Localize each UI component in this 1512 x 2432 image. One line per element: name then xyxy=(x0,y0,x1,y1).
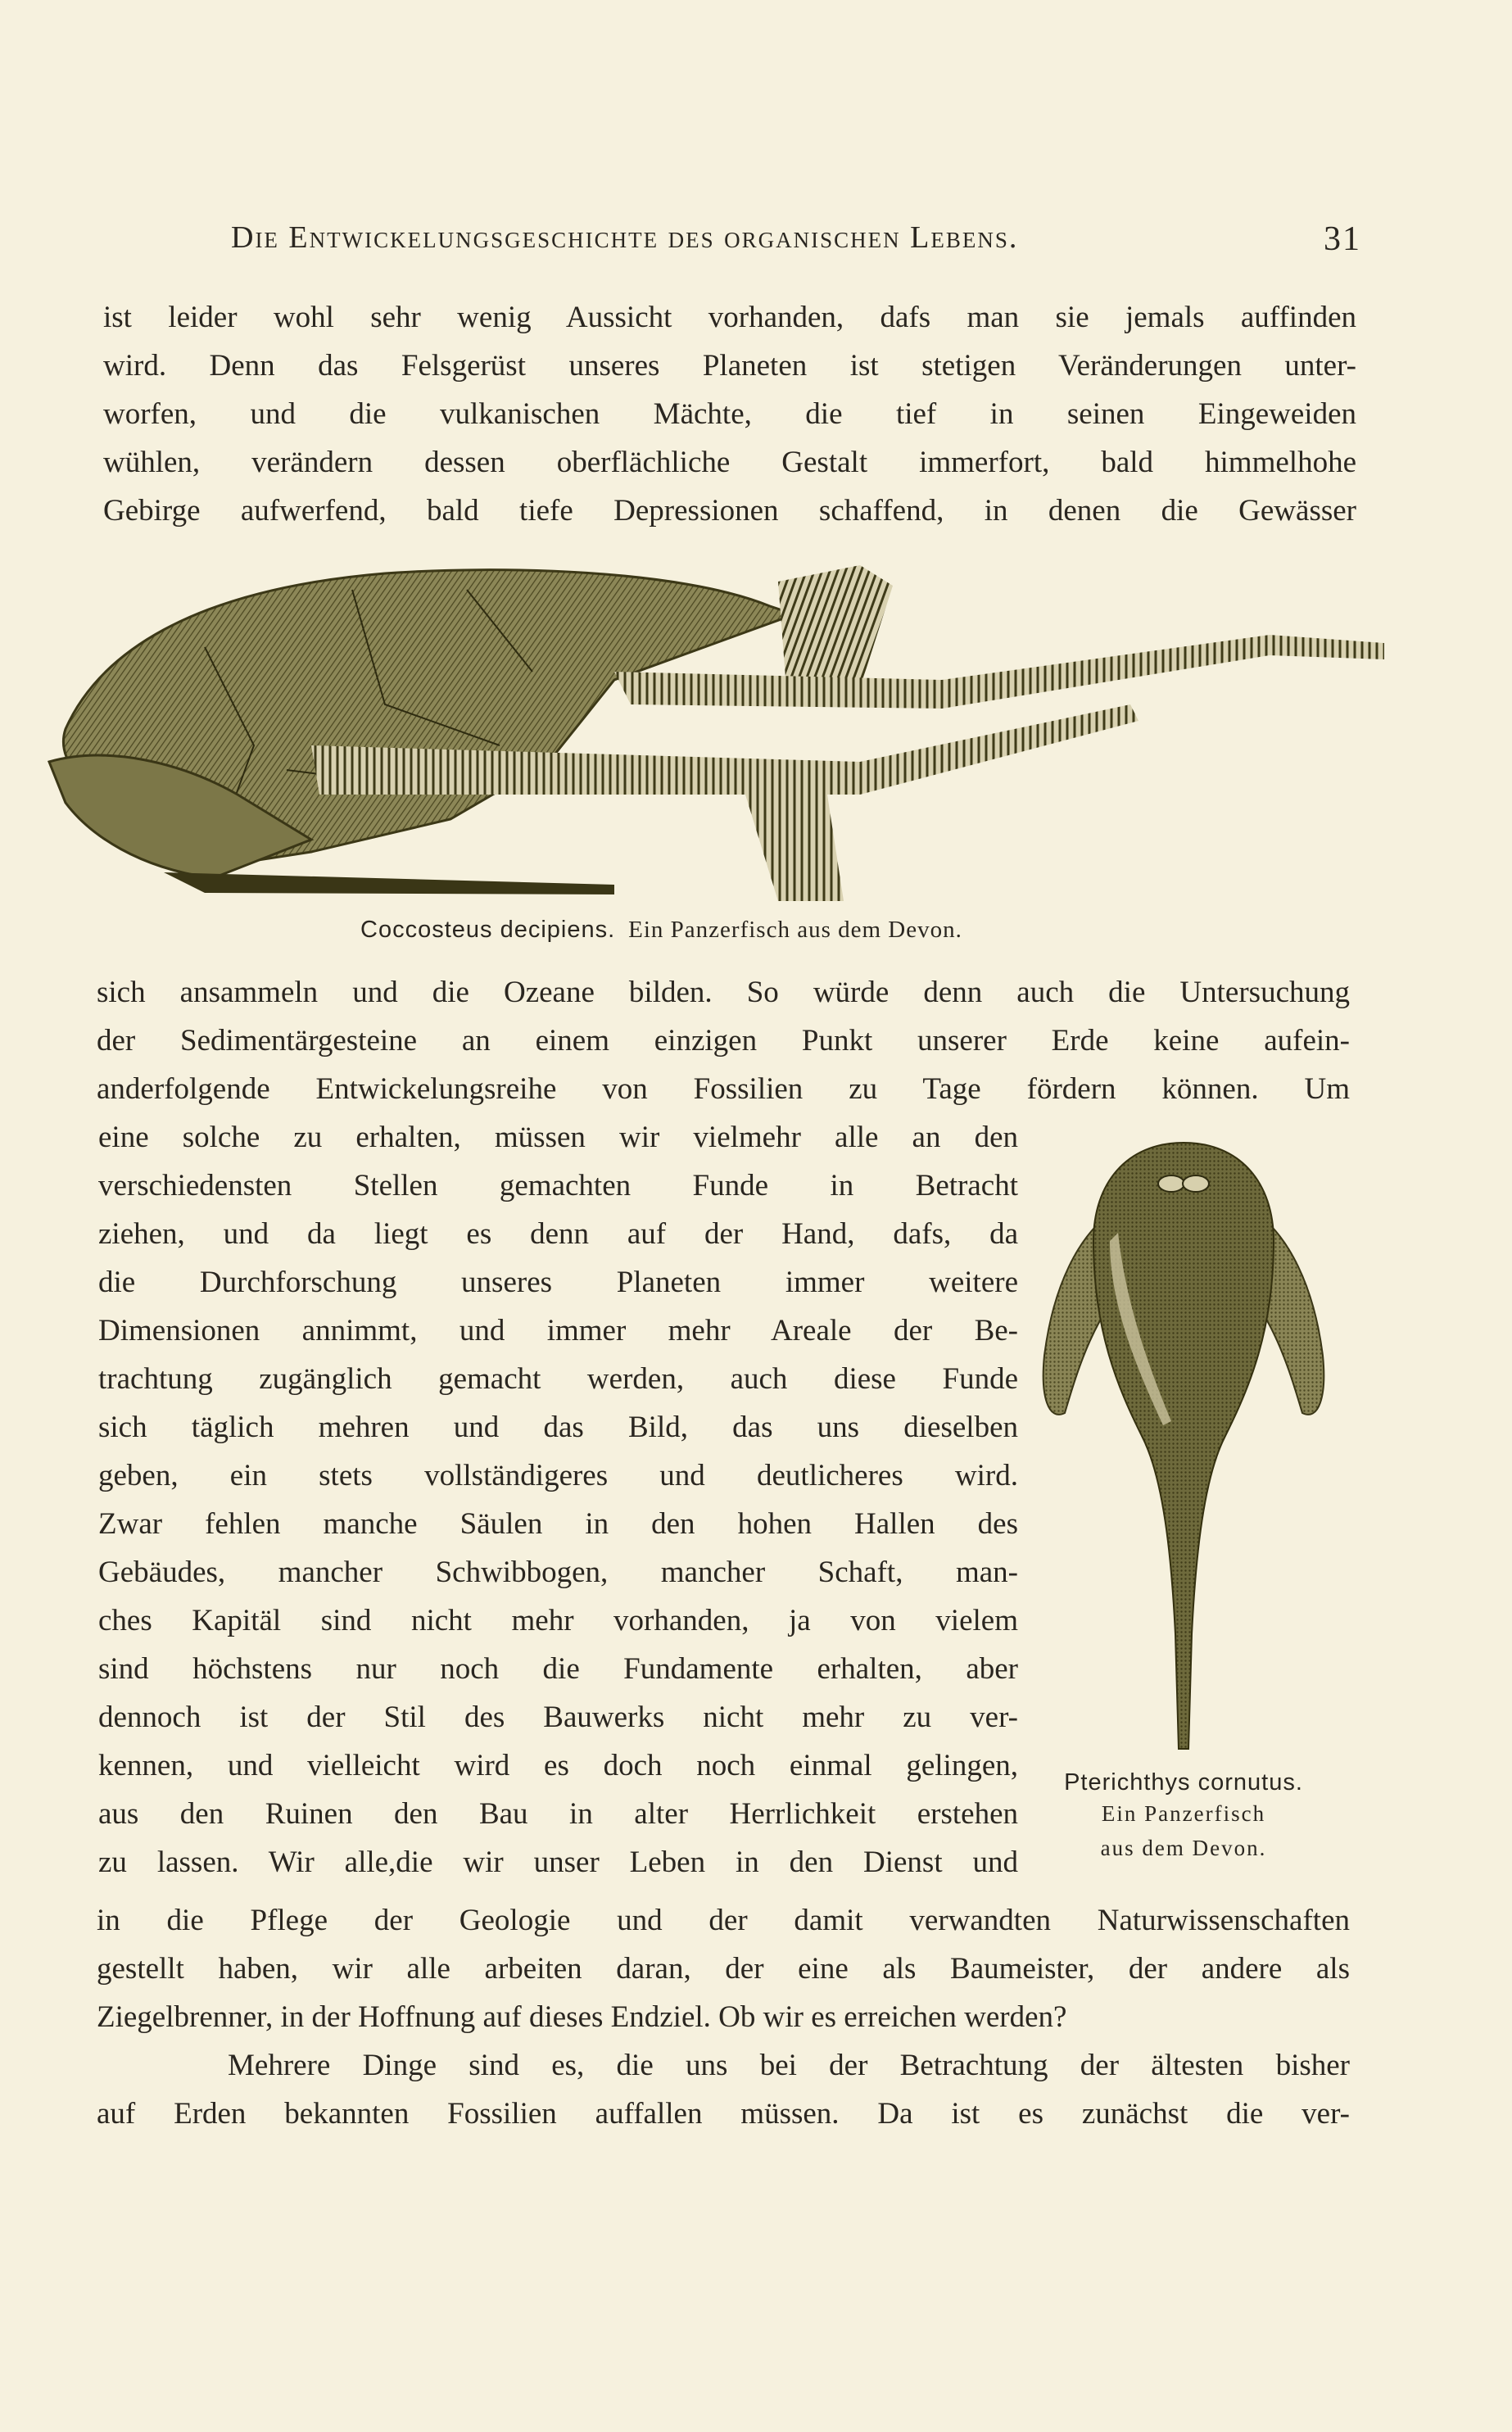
text-line: Ziegelbrenner, in der Hoffnung auf dieses Endziel. Ob wir es erreichen werden? xyxy=(97,2000,1067,2034)
paragraph-last xyxy=(97,2041,1350,2138)
text-line: sich ansammeln und die Ozeane bilden. So würde denn auch die Untersuchung xyxy=(97,976,1350,1009)
text-line: kennen, und vielleicht wird es doch noch einmal gelingen, xyxy=(98,1749,1018,1782)
paragraph-middle xyxy=(97,968,1350,1113)
text-line: dennoch ist der Stil des Bauwerks nicht mehr zu ver- xyxy=(98,1701,1018,1734)
header-title: Die Entwickelungsgeschichte des organischen Lebens. xyxy=(231,220,1019,255)
paragraph-bottom xyxy=(97,1896,1350,2041)
text-line: zu lassen. Wir alle,die wir unser Leben in den Dienst und xyxy=(98,1846,1018,1879)
text-line: Mehrere Dinge sind es, die uns bei der Betrachtung der ältesten bisher xyxy=(228,2049,1350,2082)
figure-caption-pterichthys xyxy=(1028,1769,1339,1865)
text-line: anderfolgende Entwickelungsreihe von Fossilien zu Tage fördern können. Um xyxy=(97,1072,1350,1106)
text-line: worfen, und die vulkanischen Mächte, die tief in seinen Eingeweiden xyxy=(103,397,1356,431)
text-line: ziehen, und da liegt es denn auf der Hand, dafs, da xyxy=(98,1217,1018,1251)
text-line: in die Pflege der Geologie und der damit verwandten Naturwissenschaften xyxy=(97,1904,1350,1937)
text-line: eine solche zu erhalten, müssen wir vielmehr alle an den xyxy=(98,1121,1018,1154)
text-line: ist leider wohl sehr wenig Aussicht vorhanden, dafs man sie jemals auffinden xyxy=(103,301,1356,334)
coccosteus-illustration xyxy=(41,557,1401,917)
caption-description: Ein Panzerfisch aus dem Devon. xyxy=(628,917,962,943)
text-line: sind höchstens nur noch die Fundamente erhalten, aber xyxy=(98,1652,1018,1686)
text-line: Zwar fehlen manche Säulen in den hohen Hallen des xyxy=(98,1507,1018,1541)
running-header xyxy=(231,220,1361,269)
text-line: ches Kapitäl sind nicht mehr vorhanden, ja von vielem xyxy=(98,1604,1018,1637)
text-line: die Durchforschung unseres Planeten immer weitere xyxy=(98,1266,1018,1299)
paragraph-narrow xyxy=(98,1113,1018,1886)
text-line: der Sedimentärgesteine an einem einzigen Punkt unserer Erde keine aufein- xyxy=(97,1024,1350,1057)
caption-description: Ein Panzerfisch xyxy=(1101,1801,1266,1826)
page-number: 31 xyxy=(1324,220,1361,258)
text-line: trachtung zugänglich gemacht werden, auch diese Funde xyxy=(98,1362,1018,1396)
caption-description: aus dem Devon. xyxy=(1100,1836,1267,1860)
pterichthys-illustration xyxy=(1028,1126,1339,1782)
text-line: Dimensionen annimmt, und immer mehr Areale der Be- xyxy=(98,1314,1018,1347)
text-line: sich täglich mehren und das Bild, das uns dieselben xyxy=(98,1411,1018,1444)
text-line: wühlen, verändern dessen oberflächliche Gestalt immerfort, bald himmelhohe xyxy=(103,446,1356,479)
text-line: aus den Ruinen den Bau in alter Herrlichkeit erstehen xyxy=(98,1797,1018,1831)
figure-caption-coccosteus xyxy=(360,916,1114,944)
text-line: Gebirge aufwerfend, bald tiefe Depressionen schaffend, in denen die Gewässer xyxy=(103,494,1356,528)
paragraph-top xyxy=(103,293,1356,535)
text-line: geben, ein stets vollständigeres und deutlicheres wird. xyxy=(98,1459,1018,1492)
text-line: verschiedensten Stellen gemachten Funde in Betracht xyxy=(98,1169,1018,1202)
text-line: Gebäudes, mancher Schwibbogen, mancher Schaft, man- xyxy=(98,1556,1018,1589)
caption-species: Pterichthys cornutus. xyxy=(1064,1769,1303,1796)
text-line: auf Erden bekannten Fossilien auffallen müssen. Da ist es zunächst die ver- xyxy=(97,2097,1350,2131)
text-line: gestellt haben, wir alle arbeiten daran, der eine als Baumeister, der andere als xyxy=(97,1952,1350,1986)
text-line: wird. Denn das Felsgerüst unseres Planeten ist stetigen Veränderungen unter- xyxy=(103,349,1356,383)
caption-species: Coccosteus decipiens. xyxy=(360,917,616,943)
